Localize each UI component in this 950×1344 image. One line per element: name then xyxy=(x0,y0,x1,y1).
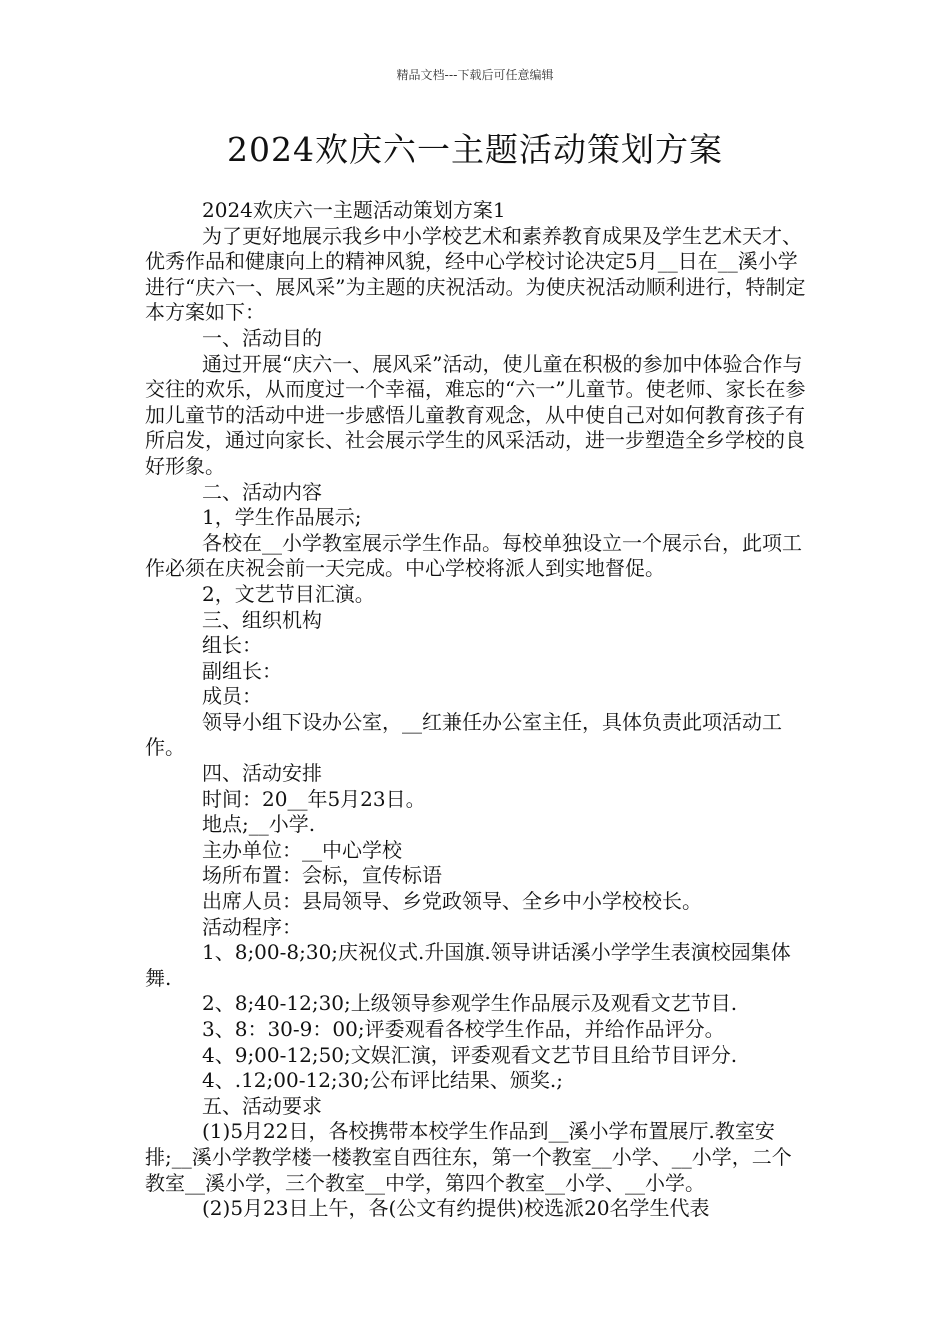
document-body xyxy=(145,198,810,1222)
paragraph: 1、8;00-8;30;庆祝仪式.升国旗.领导讲话溪小学学生表演校园集体舞. xyxy=(145,940,791,990)
paragraph: 领导小组下设办公室，__红兼任办公室主任，具体负责此项活动工作。 xyxy=(145,709,782,760)
paragraph: 活动程序： xyxy=(202,914,302,939)
paragraph: 4、.12;00-12;30;公布评比结果、颁奖.; xyxy=(202,1068,563,1093)
paragraph: 2、8;40-12;30;上级领导参观学生作品展示及观看文艺节目. xyxy=(202,991,738,1016)
paragraph: 2024欢庆六一主题活动策划方案1 xyxy=(202,198,506,222)
section-heading: 一、活动目的 xyxy=(202,325,322,350)
paragraph: 4、9;00-12;50;文娱汇演，评委观看文艺节目且给节目评分. xyxy=(202,1042,738,1067)
paragraph: 地点;__小学. xyxy=(202,812,316,837)
page-header: 精品文档---下载后可任意编辑 xyxy=(396,68,554,82)
section-heading: 五、活动要求 xyxy=(202,1093,322,1118)
section-heading: 二、活动内容 xyxy=(202,479,322,504)
paragraph: 场所布置：会标，宣传标语 xyxy=(202,863,442,888)
section-heading: 三、组织机构 xyxy=(202,607,322,632)
paragraph: 时间：20__年5月23日。 xyxy=(202,786,426,811)
paragraph: 3、8：30-9：00;评委观看各校学生作品，并给作品评分。 xyxy=(202,1017,725,1041)
paragraph: (2)5月23日上午，各(公文有约提供)校选派20名学生代表 xyxy=(202,1196,710,1221)
paragraph: 为了更好地展示我乡中小学校艺术和素养教育成果及学生艺术天才、优秀作品和健康向上的精神风貌，经中心学校讨论决定5月__日在__溪小学进行“庆六一、展风采”为主题的庆祝活动。为使庆祝活动顺利进行，特制定本方案如下： xyxy=(145,223,806,325)
paragraph: 组长： xyxy=(202,633,262,658)
document-title: 2024欢庆六一主题活动策划方案 xyxy=(227,130,723,169)
paragraph: 副组长： xyxy=(202,658,282,683)
paragraph: 1，学生作品展示; xyxy=(202,505,362,530)
paragraph: 2，文艺节目汇演。 xyxy=(202,581,375,606)
paragraph: 通过开展“庆六一、展风采”活动，使儿童在积极的参加中体验合作与交往的欢乐，从而度过一个幸福，难忘的“六一”儿童节。使老师、家长在参加儿童节的活动中进一步感悟儿童教育观念，从中使自己对如何教育孩子有所启发，通过向家长、社会展示学生的风采活动，进一步塑造全乡学校的良好形象。 xyxy=(145,351,806,478)
paragraph: 各校在__小学教室展示学生作品。每校单独设立一个展示台，此项工作必须在庆祝会前一天完成。中心学校将派人到实地督促。 xyxy=(145,530,802,581)
section-heading: 四、活动安排 xyxy=(202,761,322,786)
paragraph: 主办单位：__中心学校 xyxy=(202,837,402,862)
paragraph: (1)5月22日，各校携带本校学生作品到__溪小学布置展厅.教室安排;__溪小学教学楼一楼教室自西往东，第一个教室__小学、__小学，二个教室__溪小学，三个教室__中学，第四个教室__小学、__小学。 xyxy=(145,1119,792,1195)
paragraph: 出席人员：县局领导、乡党政领导、全乡中小学校校长。 xyxy=(202,889,702,914)
paragraph: 成员： xyxy=(202,684,262,709)
